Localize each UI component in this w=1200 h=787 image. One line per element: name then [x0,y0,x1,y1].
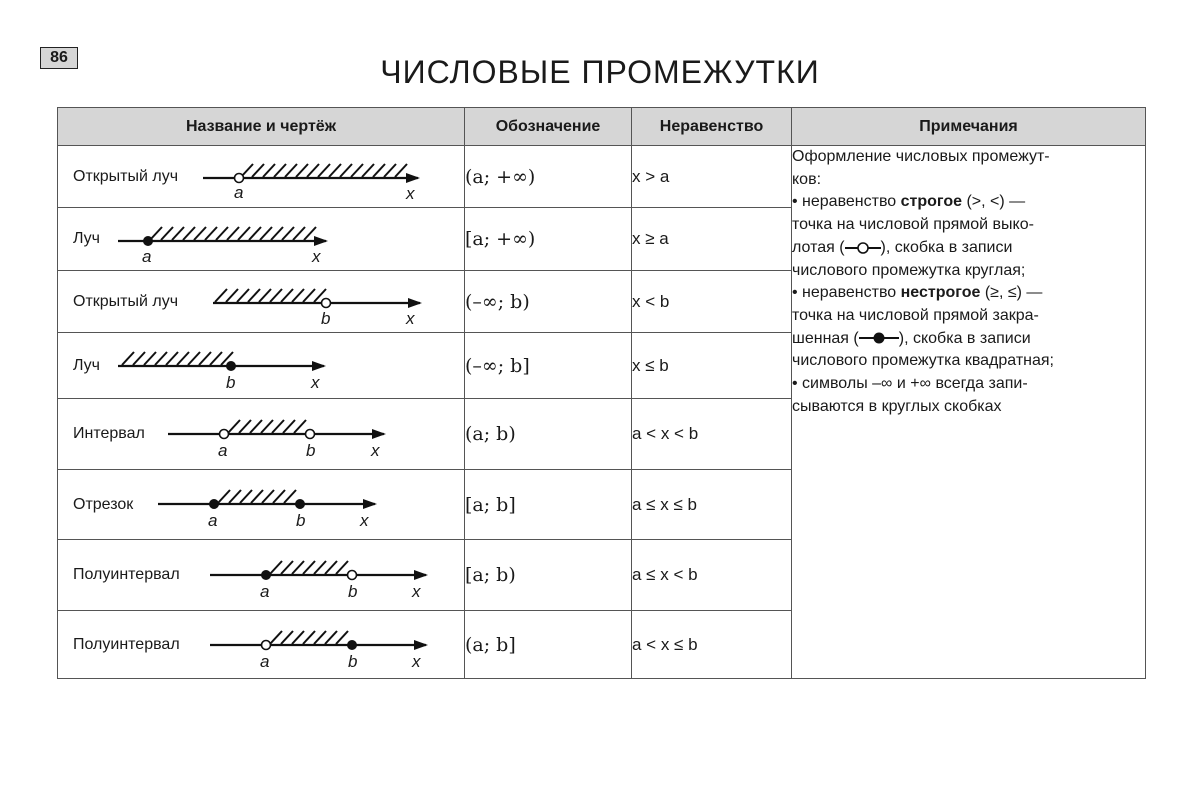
strict-keyword: строгое [900,193,963,211]
notes-line: Оформление числовых промежут- [792,148,1050,165]
interval-name: Интервал [73,425,145,442]
axis-label: x [312,247,321,266]
point-label: a [234,183,244,202]
notes-line: сываются в круглых скобках [792,397,1002,415]
page-title: ЧИСЛОВЫЕ ПРОМЕЖУТКИ [380,54,820,90]
header-notation: Обозначение [465,108,632,146]
point-label: b [348,652,358,671]
point-label: a [218,441,228,460]
notes-line: точка на числовой прямой закра- [792,306,1039,324]
number-line-drawing [58,399,465,470]
notation-cell: [a; +∞) [465,208,632,271]
notes-nonstrict-bullet [792,282,1145,305]
number-line-drawing [58,208,465,271]
notes-line: числового промежутка круглая; [792,261,1026,279]
name-cell [58,333,465,399]
axis-label: x [406,309,415,328]
notes-text: ), скобка в записи [898,329,1031,347]
interval-name: Полуинтервал [73,635,180,653]
name-cell [58,540,465,611]
notes-text: (≥, ≤) — [980,284,1043,302]
notes-text: ), скобка в записи [880,238,1013,256]
inequality-cell: x ≤ b [632,333,792,399]
notes-strict-bullet [792,191,1145,214]
axis-label: x [360,511,369,530]
number-line-drawing [58,540,465,611]
axis-label: x [412,652,421,671]
notes-infinity-bullet: • символы –∞ и +∞ всегда запи- [792,375,1028,393]
name-cell [58,611,465,679]
notes-line [792,237,1145,260]
interval-name: Открытый луч [73,292,179,310]
notes-text: шенная ( [792,329,859,347]
notation-cell: [a; b] [465,470,632,540]
inequality-cell: x > a [632,146,792,208]
table-header-row [58,108,1146,146]
point-label: b [321,309,331,328]
notation-cell: (a; b] [465,611,632,679]
inequality-cell: a < x ≤ b [632,611,792,679]
notation-cell: (a; b) [465,399,632,470]
notation-cell: (–∞; b) [465,271,632,333]
notes-text: лотая ( [792,238,845,256]
name-cell [58,271,465,333]
notes-line [792,328,1145,351]
interval-name: Луч [73,356,101,374]
header-inequality: Неравенство [632,108,792,146]
filled-point-icon [859,332,899,344]
number-line-drawing [58,146,465,208]
number-line-drawing [58,470,465,540]
header-name: Название и чертёж [58,108,465,146]
nonstrict-keyword: нестрогое [900,284,981,302]
notation-cell: [a; b) [465,540,632,611]
point-label: b [296,511,306,530]
intervals-table [57,107,1146,679]
point-label: b [306,441,316,460]
point-label: a [260,652,270,671]
notes-text: • неравенство [792,284,901,302]
inequality-cell: x ≥ a [632,208,792,271]
inequality-cell: a ≤ x < b [632,540,792,611]
interval-name: Луч [73,230,101,247]
axis-label: x [371,441,380,460]
point-label: a [260,582,270,601]
notes-text: (>, <) — [962,193,1026,211]
notes-line: ков: [792,170,822,188]
name-cell [58,470,465,540]
axis-label: x [311,373,320,392]
number-line-drawing [58,611,465,679]
interval-name: Открытый луч [73,167,179,185]
name-cell [58,399,465,470]
inequality-cell: a < x < b [632,399,792,470]
point-label: a [142,247,152,266]
notes-cell [792,146,1146,679]
inequality-cell: x < b [632,271,792,333]
axis-label: x [412,582,421,601]
point-label: b [226,373,236,392]
page-number: 86 [40,47,78,69]
name-cell [58,208,465,271]
point-label: a [208,511,218,530]
open-point-icon [845,242,881,254]
number-line-drawing [58,271,465,333]
notation-cell: (a; +∞) [465,146,632,208]
table-row [58,146,1146,208]
interval-name: Полуинтервал [73,566,180,583]
header-notes: Примечания [792,108,1146,146]
axis-label: x [406,184,415,203]
point-label: b [348,582,358,601]
notes-line: точка на числовой прямой выко- [792,216,1034,234]
notation-cell: (–∞; b] [465,333,632,399]
notes-text: • неравенство [792,193,901,211]
notes-line: числового промежутка квадратная; [792,352,1054,370]
name-cell [58,146,465,208]
inequality-cell: a ≤ x ≤ b [632,470,792,540]
number-line-drawing [58,333,465,399]
interval-name: Отрезок [73,495,134,513]
